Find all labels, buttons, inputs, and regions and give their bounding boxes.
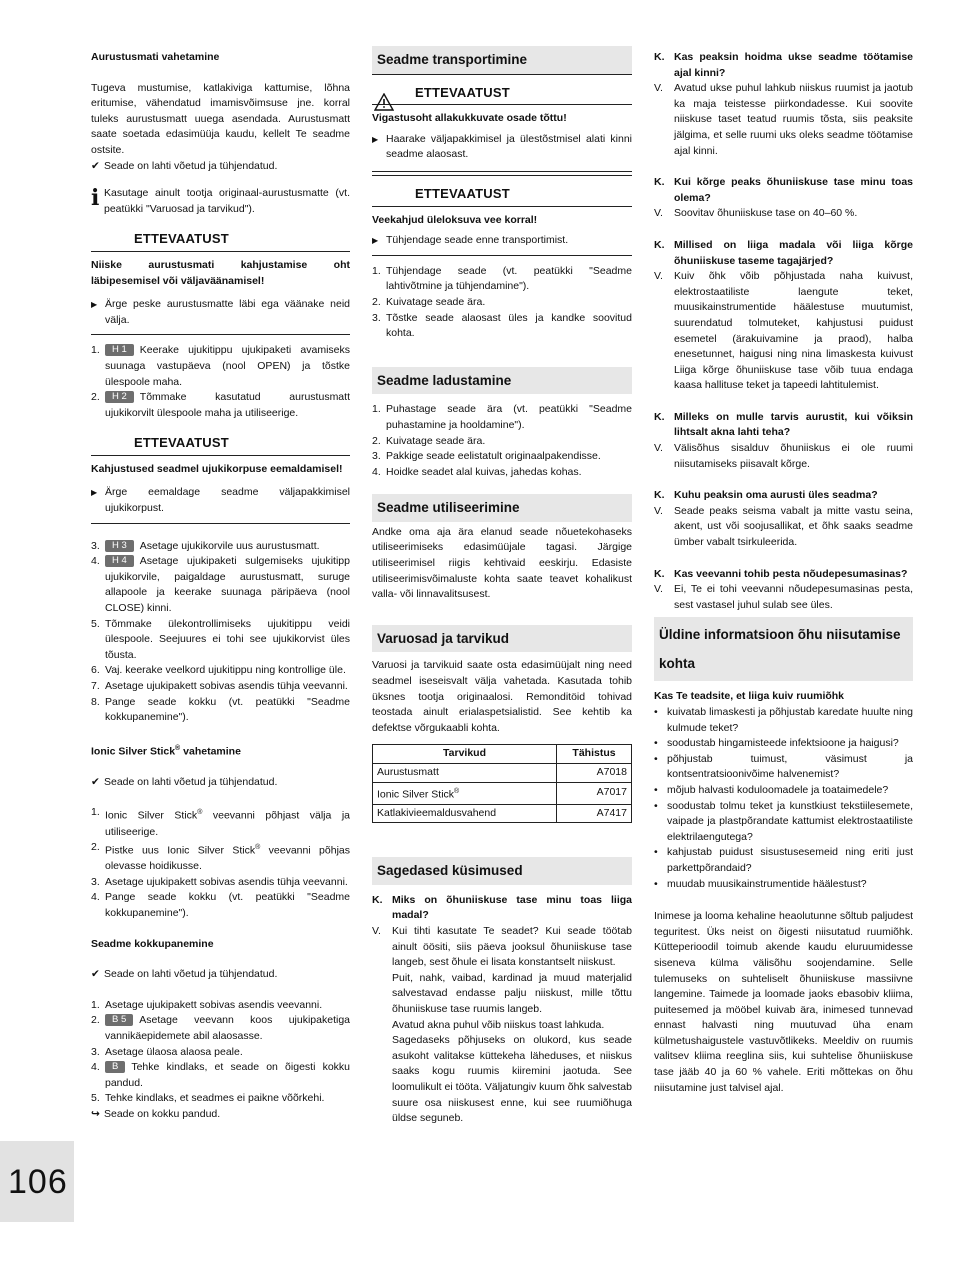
parts-table <box>372 744 632 823</box>
list-item: 1. Asetage ujukipakett sobivas asendis veevanni. <box>91 998 323 1011</box>
list-item: 1. Ionic Silver Stick® veevanni põhjast välja ja utiliseerige. <box>91 806 350 838</box>
faq-answer: V. Kui tihti kasutate Te seadet? Kui seade töötab ainult öösiti, siis päeva jooksul õhuniiskuse tase langeb, sest õhule ei lisata konstantselt niiskust. Puit, nahk, vaibad, kardinad ja muud materjalid salvestavad endasse palju niiskust, mille tõttu õhuniiskuse tase ruumis langeb. Avatud akna puhul võib niiskus toast lahkuda. Sagedaseks põhjuseks on olukord, kus seade asukoht valitakse küttekeha läheduses, et niiskus saaks kogu ruumis kiiremini jaotuda. See loomulikult ei tööta. Väljatungiv kuum õhk salvestab suure osa niiskusest enne, kui see ruumiõhuga üldse seguneb. <box>372 925 632 1125</box>
list-item: 1. Tühjendage seade (vt. peatükki "Seadme lahtivõtmine ja tühjendamine"). <box>372 264 632 293</box>
faq-question: K. Kas peaksin hoidma ukse seadme töötamise ajal kinni? <box>654 51 913 79</box>
info-note: i Kasutage ainult tootja originaal-aurustusmatte (vt. peatükki "Varuosad ja tarvikud"). <box>91 186 350 217</box>
bullet-icon: • <box>654 799 658 812</box>
figure-ref-badge: B 5 <box>105 1014 133 1026</box>
table-row <box>373 764 632 783</box>
triangle-right-icon: ▶ <box>91 300 98 310</box>
heading-filter-change: Aurustusmati vahetamine <box>91 51 220 63</box>
list-item: 4. Pange seade kokku (vt. peatükki "Seadme kokkupanemine"). <box>91 891 350 920</box>
warning-box-2 <box>91 435 350 523</box>
list-item: 3. H 3 Asetage ujukikorvile uus aurustusmatt. <box>91 539 320 552</box>
faq-answer: V. Välisõhus sisalduv õhuniiskus ei ole ruumi niisutamiseks piisavalt kõrge. <box>654 442 913 470</box>
list-item: 3. Tõstke seade alaosast üles ja kandke soovitud kohta. <box>372 311 632 340</box>
warning-subtitle: Veekahjud üleloksuva vee korral! <box>372 213 538 226</box>
info-icon: i <box>91 185 100 212</box>
warning-subtitle: Niiske aurustusmati kahjustamise oht läbipesemisel või väljaväänamisel! <box>91 258 350 287</box>
heading-ionic-change: Ionic Silver Stick® vahetamine <box>91 744 241 758</box>
warning-title: ETTEVAATUST <box>415 84 510 100</box>
figure-ref-badge: H 4 <box>105 555 134 567</box>
list-item: • põhjustab tuimust, väsimust ja kontsentratsioonivõime halvenemist? <box>654 752 913 783</box>
column-middle <box>372 46 632 1127</box>
faq-answer: V. Kuiv õhk võib põhjustada naha kuivust, elektrostaatiliste laengute teket, muusikainstrumentide häälestuse muutumist, suurendatud tolmuteket, kahjustusi puidust esemetel (ärakuivamine ja praod), halba enesetunnet, haigusi ning nina limaskesta kuivust Liiga kõrge õhuniiskuse tase võib tuua endaga kaasa hallituse teket ja tapeedi lahtitulemist. <box>654 270 913 392</box>
section-title-faq: Sagedased küsimused <box>372 857 632 885</box>
table-cell: A7018 <box>557 764 632 783</box>
column-right <box>654 50 913 1096</box>
list-item: 4. Hoidke seadet alal kuivas, jahedas kohas. <box>372 465 582 478</box>
faq-answer: V. Seade peaks seisma vabalt ja mitte vastu seina, akent, ust või soojusallikat, et õhk saaks seadme ümber vabalt tsirkuleerida. <box>654 504 913 549</box>
figure-ref-badge: B <box>105 1061 125 1073</box>
list-item: 5. Tõmmake ülekontrollimiseks ujukitippu veidi ülespoole. Seejuures ei tohi see ujukikorvist üles tõusta. <box>91 617 350 661</box>
section-title-parts: Varuosad ja tarvikud <box>372 625 632 653</box>
faq-question: K. Millised on liiga madala või liiga kõrge õhuniiskuse taseme tagajärjed? <box>654 238 913 267</box>
bullet-icon: • <box>654 783 658 796</box>
triangle-right-icon: ▶ <box>91 488 98 498</box>
table-cell: A7017 <box>557 782 632 804</box>
warning-triangle-icon <box>374 93 394 111</box>
list-item: • kuivatab limaskesti ja põhjustab karedate huulte ning kulmude teket? <box>654 705 913 736</box>
bullet-list <box>654 705 913 892</box>
warning-item: ▶ Ärge eemaldage seadme väljapakkimisel ujukikorpust. <box>91 485 350 516</box>
result: ↪ Seade on kokku pandud. <box>91 1107 350 1123</box>
faq-question: K. Milleks on mulle tarvis aurustit, kui võiksin lihtsalt akna lahti teha? <box>654 410 913 439</box>
warning-subtitle: Kahjustused seadmel ujukikorpuse eemaldamisel! <box>91 462 343 475</box>
heading-assembly: Seadme kokkupanemine <box>91 937 214 950</box>
list-item: 6. Vaj. keerake veelkord ujukitippu ning kontrollige üle. <box>91 664 346 677</box>
steps-list-ionic <box>91 805 350 921</box>
table-header-row <box>373 745 632 764</box>
list-item: 5. Tehke kindlaks, et seadmes ei paikne võõrkehi. <box>91 1092 325 1105</box>
warning-box-1 <box>91 231 350 335</box>
list-item: 2. Kuivatage seade ära. <box>372 434 486 447</box>
steps-list-2 <box>91 539 350 726</box>
warning-item: ▶ Tühjendage seade enne transportimist. <box>372 233 632 249</box>
steps-list-transport <box>372 264 632 342</box>
check-icon: ✔ <box>91 775 100 788</box>
figure-ref-badge: H 3 <box>105 540 134 552</box>
bullet-icon: • <box>654 706 658 718</box>
list-item: 1. H 1 Keerake ujukitippu ujukipaketi avamiseks suunaga vastupäeva (nool OPEN) ja tõstke ülespoole maha. <box>91 344 350 388</box>
faq-answer: V. Avatud ukse puhul lahkub niiskus ruumist ja jaotub ka maja teistesse piirkondadesse. Kui soovite niiskuse taset teatud ruumis tõsta, siis peaksite jälgima, et selle ruumi uks oleks seadme töötamise ajal kinni. <box>654 82 913 157</box>
list-item: 4. H 4 Asetage ujukipaketi sulgemiseks ujukitipp ujukikorvile, paigaldage aurustusmatt, suruge allapoole ja keerake suunaga päripäeva (nool CLOSE) kinni. <box>91 555 350 615</box>
bullet-icon: • <box>654 752 658 765</box>
faq-list <box>654 50 913 613</box>
figure-ref-badge: H 1 <box>105 344 134 356</box>
heading-dry-air: Kas Te teadsite, et liiga kuiv ruumiõhk <box>654 690 845 703</box>
steps-list-assembly <box>91 998 350 1107</box>
table-cell: Aurustusmatt <box>373 764 557 783</box>
list-item: 8. Pange seade kokku (vt. peatükki "Seadme kokkupanemine"). <box>91 695 350 724</box>
list-item: 2. Kuivatage seade ära. <box>372 295 486 308</box>
list-item: • muudab muusikainstrumentide häälestust? <box>654 877 913 893</box>
table-row <box>373 804 632 823</box>
result-arrow-icon: ↪ <box>91 1107 100 1120</box>
warning-item: ▶ Haarake väljapakkimisel ja ülestõstmisel alati kinni seadme alaosast. <box>372 132 632 163</box>
list-item: • kahjustab puidust sisustusesemeid ning eriti just parkettpõrandaid? <box>654 845 913 876</box>
bullet-icon: • <box>654 877 658 890</box>
list-item: 3. Asetage ujukipakett sobivas asendis tühja veevanni. <box>91 875 348 888</box>
figure-ref-badge: H 2 <box>105 391 134 403</box>
warning-box-4 <box>372 175 632 256</box>
table-header-cell: Tarvikud <box>373 745 557 764</box>
faq-answer: V. Soovitav õhuniiskuse tase on 40–60 %. <box>654 207 858 220</box>
precondition: ✔ Seade on lahti võetud ja tühjendatud. <box>91 775 350 791</box>
faq-question: K. Kas veevanni tohib pesta nõudepesumasinas? <box>654 567 908 580</box>
list-item: 2. B 5 Asetage veevann koos ujukipaketiga vannikäepidemete abil alaosasse. <box>91 1014 350 1042</box>
list-item: 4. B Tehke kindlaks, et seade on õigesti kokku pandud. <box>91 1061 350 1089</box>
section-title-transport: Seadme transportimine <box>372 46 632 74</box>
precondition: ✔ Seade on lahti võetud ja tühjendatud. <box>91 967 350 983</box>
warning-title: ETTEVAATUST <box>134 231 229 247</box>
table-header-cell: Tähistus <box>557 745 632 764</box>
warning-title: ETTEVAATUST <box>415 185 510 201</box>
warning-title: ETTEVAATUST <box>134 435 229 451</box>
table-cell: A7417 <box>557 804 632 823</box>
list-item: • soodustab tolmu teket ja kunstkiust tekstiilesemete, vaipade ja plastpõrandate kattumist elektrostaatiliste elektrilaengutega? <box>654 799 913 846</box>
list-item: 7. Asetage ujukipakett sobivas asendis tühja veevanni. <box>91 680 348 692</box>
steps-list-storage <box>372 402 632 480</box>
paragraph-final: Inimese ja looma kehaline heaolutunne sõltub paljudest teguritest. Üks neist on õigesti niisutatud ruumiõhk. Kütteperioodil toimub akende kaudu eluruumidesse siseneva külma välisõhu soojendamine. Selle tulemuseks on suhteliselt õhuniiskuse massiivne langemine. Taimede ja loomade jaoks ebasobiv kliima, puitesemed ja mööbel kuivab ära, inimesed tunnevad ennast halvasti ning muutuvad üha enam külmetushaigustele vastuvõtlikeks. Meeldiv on ruumis valitsev kliima reeglina siis, kui suhtelise õhuniiskuse tase jääb 40 ja 60 % vahele. Eriti mõttekas on õhu niisutamine just talvisel ajal. <box>654 910 913 1094</box>
table-cell: Ionic Silver Stick® <box>373 782 557 804</box>
list-item: 2. H 2 Tõmmake kasutatud aurustusmatt ujukikorvilt ülespoole maha ja utiliseerige. <box>91 391 350 419</box>
warning-box-3 <box>372 85 632 172</box>
section-title-storage: Seadme ladustamine <box>372 367 632 395</box>
paragraph-parts: Varuosi ja tarvikuid saate osta edasimüüjalt ning need seadmel iseseisvalt välja vahetada. Kasutada tohib üksnes tootja originaalosi. Remonditöid tohivad teostada ainult erialaspetsialistid. See kehtib ka defektse võrgukaabli kohta. <box>372 659 632 734</box>
warning-item: ▶ Ärge peske aurustusmatte läbi ega väänake neid välja. <box>91 297 350 328</box>
paragraph-filter: Tugeva mustumise, katlakiviga kattumise, lõhna eritumise, vähendatud imamisvõimsuse jne. korral tuleks aurustusmatt uuega asendada. Aurustusmatt saate soetada edasimüüja kaudu, kellelt Te seadme ostsite. <box>91 81 350 156</box>
check-icon: ✔ <box>91 968 100 981</box>
page-number: 106 <box>8 1163 68 1201</box>
steps-list-1 <box>91 343 350 421</box>
check-icon: ✔ <box>91 159 100 172</box>
faq-answer: V. Ei, Te ei tohi veevanni nõudepesumasinas pesta, sest vastasel juhul sulab see üles. <box>654 583 913 611</box>
list-item: 3. Asetage ülaosa alaosa peale. <box>91 1045 243 1058</box>
list-item: • soodustab hingamisteede infektsioone ja haigusi? <box>654 736 913 752</box>
bullet-icon: • <box>654 737 658 750</box>
section-title-general: Üldine informatsioon õhu niisutamise kohta <box>654 617 913 681</box>
section-title-disposal: Seadme utiliseerimine <box>372 494 632 522</box>
bullet-icon: • <box>654 846 658 859</box>
faq-question: K. Kuhu peaksin oma aurusti üles seadma? <box>654 489 878 502</box>
table-row <box>373 782 632 804</box>
list-item: 3. Pakkige seade eelistatult originaalpakendisse. <box>372 450 601 463</box>
triangle-right-icon: ▶ <box>372 236 379 246</box>
precondition: ✔ Seade on lahti võetud ja tühjendatud. <box>91 159 350 175</box>
warning-subtitle: Vigastusoht allakukkuvate osade tõttu! <box>372 112 567 125</box>
list-item: 1. Puhastage seade ära (vt. peatükki "Seadme puhastamine ja hooldamine"). <box>372 403 632 431</box>
paragraph-disposal: Andke oma aja ära elanud seade nõuetekohaseks utiliseerimiseks edasimüüjale tagasi. Järgige utiliseerimisel riigis kehtivaid eeskirju. Edasiste utiliseerimisvõimaluste kohta saate teavet kohalikust valla- või linnavalitsusest. <box>372 525 632 601</box>
list-item: 2. Pistke uus Ionic Silver Stick® veevanni põhjas olevasse hoidikusse. <box>91 841 350 873</box>
faq-question: K. Kui kõrge peaks õhuniiskuse tase minu toas olema? <box>654 176 913 204</box>
column-left <box>91 46 350 1123</box>
table-cell: Katlakivieemaldusvahend <box>373 804 557 823</box>
triangle-right-icon: ▶ <box>372 134 379 144</box>
faq-question: K. Miks on õhuniiskuse tase minu toas liiga madal? <box>372 893 632 922</box>
list-item: • mõjub halvasti koduloomadele ja toataimedele? <box>654 783 913 799</box>
